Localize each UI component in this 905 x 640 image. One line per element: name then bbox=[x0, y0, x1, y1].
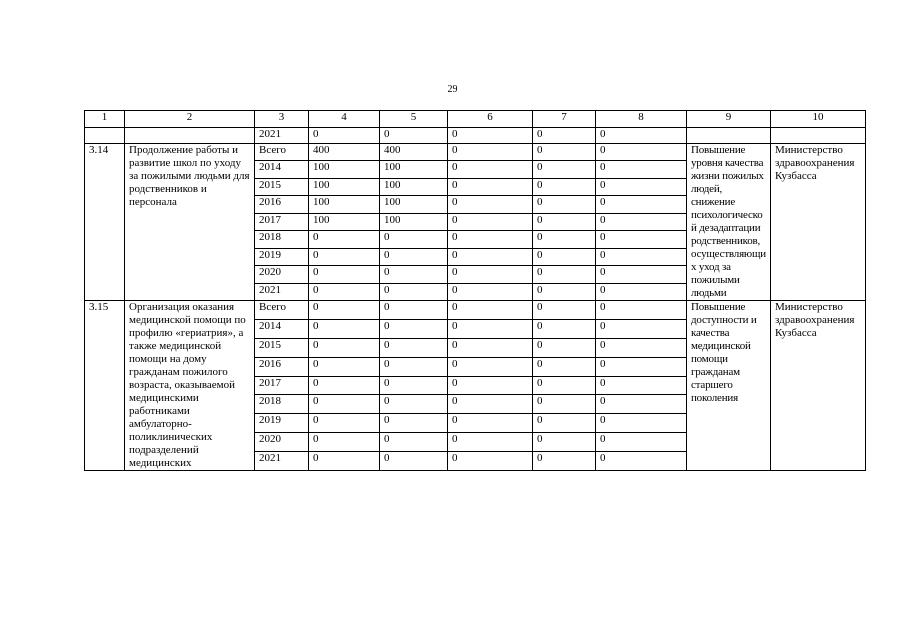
value-cell: 0 bbox=[380, 301, 448, 320]
value-cell: 0 bbox=[380, 452, 448, 471]
value-cell: 0 bbox=[380, 376, 448, 395]
value-cell: 0 bbox=[448, 357, 533, 376]
value-cell: 100 bbox=[309, 161, 380, 178]
value-cell: 0 bbox=[309, 376, 380, 395]
column-header: 7 bbox=[533, 111, 596, 128]
year-cell: Всего bbox=[255, 301, 309, 320]
value-cell: 0 bbox=[596, 452, 687, 471]
value-cell: 100 bbox=[380, 196, 448, 213]
value-cell: 0 bbox=[596, 231, 687, 248]
value-cell: 0 bbox=[596, 178, 687, 195]
value-cell: 0 bbox=[448, 127, 533, 144]
value-cell: 0 bbox=[380, 231, 448, 248]
value-cell: 0 bbox=[533, 161, 596, 178]
value-cell: 0 bbox=[448, 319, 533, 338]
value-cell: 0 bbox=[380, 357, 448, 376]
value-cell: 0 bbox=[448, 283, 533, 301]
column-header: 8 bbox=[596, 111, 687, 128]
value-cell: 0 bbox=[448, 433, 533, 452]
value-cell: 0 bbox=[380, 433, 448, 452]
value-cell: 0 bbox=[533, 266, 596, 283]
value-cell: 0 bbox=[533, 395, 596, 414]
value-cell: 0 bbox=[596, 338, 687, 357]
value-cell: 0 bbox=[448, 178, 533, 195]
year-cell: 2020 bbox=[255, 266, 309, 283]
value-cell: 0 bbox=[309, 338, 380, 357]
activity-title: Организация оказания медицинской помощи по профилю «гериатрия», а также медицинской помощи на дому гражданам пожилого возраста, оказываемой медицинскими работниками амбулаторно-поликлинических подразделений медицинских bbox=[125, 301, 255, 471]
value-cell: 0 bbox=[533, 144, 596, 161]
value-cell: 0 bbox=[448, 301, 533, 320]
column-header: 6 bbox=[448, 111, 533, 128]
value-cell: 0 bbox=[309, 319, 380, 338]
value-cell: 0 bbox=[380, 266, 448, 283]
value-cell: 0 bbox=[596, 414, 687, 433]
expected-result: Повышение доступности и качества медицинской помощи гражданам старшего поколения bbox=[687, 301, 771, 471]
value-cell: 0 bbox=[533, 338, 596, 357]
value-cell: 0 bbox=[533, 178, 596, 195]
year-cell: 2018 bbox=[255, 231, 309, 248]
value-cell: 100 bbox=[380, 161, 448, 178]
value-cell: 0 bbox=[448, 196, 533, 213]
value-cell: 0 bbox=[596, 127, 687, 144]
year-cell: 2019 bbox=[255, 414, 309, 433]
value-cell: 0 bbox=[533, 231, 596, 248]
table-row bbox=[85, 301, 866, 320]
year-cell: 2016 bbox=[255, 196, 309, 213]
year-cell: 2020 bbox=[255, 433, 309, 452]
value-cell: 0 bbox=[309, 127, 380, 144]
value-cell: 0 bbox=[533, 376, 596, 395]
year-cell: 2017 bbox=[255, 213, 309, 230]
year-cell: 2021 bbox=[255, 452, 309, 471]
value-cell: 0 bbox=[309, 452, 380, 471]
year-cell: 2015 bbox=[255, 338, 309, 357]
column-header: 2 bbox=[125, 111, 255, 128]
year-cell: 2019 bbox=[255, 248, 309, 265]
value-cell: 0 bbox=[448, 213, 533, 230]
column-header: 10 bbox=[771, 111, 866, 128]
value-cell: 0 bbox=[596, 395, 687, 414]
expected-result: Повышение уровня качества жизни пожилых людей, снижение психологической дезадаптации родственников, осуществляющих уход за пожилыми людьми bbox=[687, 144, 771, 301]
value-cell: 0 bbox=[448, 452, 533, 471]
value-cell: 0 bbox=[533, 127, 596, 144]
value-cell: 0 bbox=[380, 248, 448, 265]
carry-over-row bbox=[85, 127, 866, 144]
column-header: 1 bbox=[85, 111, 125, 128]
year-cell: 2016 bbox=[255, 357, 309, 376]
value-cell: 0 bbox=[380, 319, 448, 338]
value-cell: 100 bbox=[380, 178, 448, 195]
value-cell: 0 bbox=[448, 266, 533, 283]
value-cell: 0 bbox=[309, 433, 380, 452]
row-number: 3.15 bbox=[85, 301, 125, 471]
executor: Министерство здравоохранения Кузбасса bbox=[771, 301, 866, 471]
value-cell: 0 bbox=[533, 196, 596, 213]
table-body bbox=[85, 111, 866, 471]
value-cell: 0 bbox=[309, 301, 380, 320]
value-cell: 0 bbox=[533, 248, 596, 265]
value-cell: 400 bbox=[380, 144, 448, 161]
value-cell: 0 bbox=[309, 395, 380, 414]
title-cell bbox=[125, 127, 255, 144]
executor-cell bbox=[771, 127, 866, 144]
value-cell: 0 bbox=[380, 395, 448, 414]
executor: Министерство здравоохранения Кузбасса bbox=[771, 144, 866, 301]
value-cell: 100 bbox=[380, 213, 448, 230]
year-cell: 2018 bbox=[255, 395, 309, 414]
row-number-cell bbox=[85, 127, 125, 144]
value-cell: 0 bbox=[380, 338, 448, 357]
year-cell: 2017 bbox=[255, 376, 309, 395]
value-cell: 400 bbox=[309, 144, 380, 161]
value-cell: 0 bbox=[533, 283, 596, 301]
value-cell: 0 bbox=[448, 376, 533, 395]
value-cell: 0 bbox=[596, 283, 687, 301]
column-header: 9 bbox=[687, 111, 771, 128]
value-cell: 0 bbox=[533, 414, 596, 433]
row-number: 3.14 bbox=[85, 144, 125, 301]
value-cell: 0 bbox=[596, 144, 687, 161]
value-cell: 0 bbox=[448, 414, 533, 433]
year-cell: Всего bbox=[255, 144, 309, 161]
result-cell bbox=[687, 127, 771, 144]
value-cell: 0 bbox=[309, 357, 380, 376]
column-header: 4 bbox=[309, 111, 380, 128]
value-cell: 100 bbox=[309, 178, 380, 195]
value-cell: 0 bbox=[448, 395, 533, 414]
year-cell: 2014 bbox=[255, 161, 309, 178]
header-row bbox=[85, 111, 866, 128]
column-header: 5 bbox=[380, 111, 448, 128]
value-cell: 0 bbox=[533, 319, 596, 338]
table-row bbox=[85, 144, 866, 161]
value-cell: 0 bbox=[380, 127, 448, 144]
value-cell: 0 bbox=[309, 266, 380, 283]
program-table bbox=[84, 110, 866, 471]
value-cell: 0 bbox=[380, 414, 448, 433]
value-cell: 0 bbox=[380, 283, 448, 301]
value-cell: 0 bbox=[448, 248, 533, 265]
activity-title: Продолжение работы и развитие школ по уходу за пожилыми людьми для родственников и персонала bbox=[125, 144, 255, 301]
year-cell: 2014 bbox=[255, 319, 309, 338]
value-cell: 0 bbox=[596, 319, 687, 338]
value-cell: 0 bbox=[533, 213, 596, 230]
value-cell: 0 bbox=[533, 452, 596, 471]
column-header: 3 bbox=[255, 111, 309, 128]
value-cell: 0 bbox=[448, 231, 533, 248]
value-cell: 100 bbox=[309, 213, 380, 230]
value-cell: 0 bbox=[596, 248, 687, 265]
value-cell: 0 bbox=[596, 266, 687, 283]
year-cell: 2021 bbox=[255, 283, 309, 301]
value-cell: 0 bbox=[596, 357, 687, 376]
value-cell: 0 bbox=[533, 301, 596, 320]
value-cell: 0 bbox=[448, 338, 533, 357]
value-cell: 0 bbox=[448, 161, 533, 178]
page-number: 29 bbox=[447, 84, 458, 95]
value-cell: 0 bbox=[448, 144, 533, 161]
value-cell: 0 bbox=[533, 357, 596, 376]
value-cell: 0 bbox=[309, 248, 380, 265]
year-cell: 2015 bbox=[255, 178, 309, 195]
value-cell: 0 bbox=[596, 376, 687, 395]
value-cell: 0 bbox=[596, 433, 687, 452]
value-cell: 100 bbox=[309, 196, 380, 213]
value-cell: 0 bbox=[596, 213, 687, 230]
value-cell: 0 bbox=[596, 196, 687, 213]
value-cell: 0 bbox=[596, 161, 687, 178]
value-cell: 0 bbox=[309, 231, 380, 248]
value-cell: 0 bbox=[309, 414, 380, 433]
value-cell: 0 bbox=[309, 283, 380, 301]
value-cell: 0 bbox=[596, 301, 687, 320]
year-cell: 2021 bbox=[255, 127, 309, 144]
value-cell: 0 bbox=[533, 433, 596, 452]
